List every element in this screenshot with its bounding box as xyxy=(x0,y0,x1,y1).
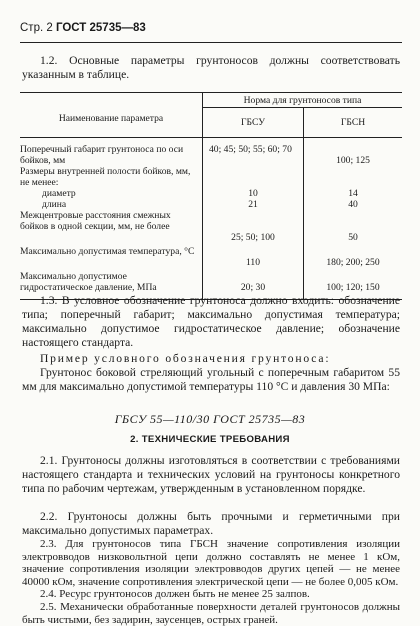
example-text: Грунтонос боковой стреляющий угольный с поперечным габаритом 55 мм для максимально допустимой температуры 110 °С и давления 30 МПа: xyxy=(22,366,400,393)
row-gbsn: 100; 120; 150 xyxy=(304,268,403,300)
row-gbsu: 21 xyxy=(203,199,304,210)
page-header xyxy=(20,22,146,34)
row-gbsn: 180; 200; 250 xyxy=(304,243,403,268)
row-gbsu: 25; 50; 100 xyxy=(203,210,304,243)
paragraph-2-5: 2.5. Механически обработанные поверхности деталей грунтоносов должны быть чистыми, без задирин, заусенцев, острых граней. xyxy=(22,601,400,626)
row-param: Максимально допустимое гидростатическое давление, МПа xyxy=(20,271,157,293)
row-gbsu: 110 xyxy=(203,243,304,268)
page-number: Стр. 2 xyxy=(20,22,53,34)
table-row xyxy=(20,188,402,199)
paragraph-2-1: 2.1. Грунтоносы должны изготовляться в соответствии с требованиями настоящего стандарта и технических условий на грунтоносы конкретного типа по рабочим чертежам, утвержденным в установленном порядке. xyxy=(22,454,400,495)
row-gbsn: 50 xyxy=(304,210,403,243)
row-param: диаметр xyxy=(42,188,76,199)
row-gbsn: 40 xyxy=(304,199,403,210)
paragraph-1-3: 1.3. В условное обозначение грунтоноса должно входить: обозначение типа; поперечный габарит; максимально допустимая температура; максимально допустимое гидростатическое давление; обозначение настоящего стандарта. xyxy=(22,294,400,349)
standard-code: ГОСТ 25735—83 xyxy=(55,22,146,34)
table-row xyxy=(20,210,402,243)
row-param: Межцентровые расстояния смежных бойков в одной секции, мм, не более xyxy=(20,210,171,232)
paragraph-2-2: 2.2. Грунтоносы должны быть прочными и герметичными при максимально допустимых параметрах. xyxy=(22,510,400,537)
header-rule xyxy=(20,42,402,43)
row-gbsu: 10 xyxy=(203,188,304,199)
parameters-table xyxy=(20,92,402,300)
row-gbsu: 20; 30 xyxy=(203,268,304,300)
row-param: длина xyxy=(42,199,67,210)
col-header-parameter: Наименование параметра xyxy=(20,93,203,138)
row-param: Поперечный габарит грунтоноса по оси бойков, мм xyxy=(20,144,184,166)
row-param: Максимально допустимая температура, °С xyxy=(20,246,195,257)
paragraph-1-2: 1.2. Основные параметры грунтоносов должны соответствовать указанным в таблице. xyxy=(22,54,400,81)
col-header-gbsn: ГБСН xyxy=(304,108,403,138)
example-title: Пример условного обозначения грунтоноса: xyxy=(40,352,331,365)
table-row xyxy=(20,243,402,268)
designation-formula: ГБСУ 55—110/30 ГОСТ 25735—83 xyxy=(114,412,306,426)
table-row xyxy=(20,199,402,210)
row-gbsu xyxy=(203,166,304,188)
row-gbsn xyxy=(304,166,403,188)
row-gbsu: 40; 45; 50; 55; 60; 70 xyxy=(203,144,304,166)
col-header-gbsu: ГБСУ xyxy=(203,108,304,138)
row-param: Размеры внутренней полости бойков, мм, не менее: xyxy=(20,166,191,188)
row-gbsn: 100; 125 xyxy=(304,144,403,166)
section-2-title: 2. ТЕХНИЧЕСКИЕ ТРЕБОВАНИЯ xyxy=(130,434,290,445)
row-gbsn: 14 xyxy=(304,188,403,199)
table-row xyxy=(20,166,402,188)
table-row xyxy=(20,144,402,166)
paragraph-2-3: 2.3. Для грунтоносов типа ГБСН значение сопротивления изоляции электровводов низковольтной цепи должно составлять не менее 1 кОм, значение сопротивления изоляции электровводов других цепей — не менее 40000 кОм, значение сопротивления электрической цепи — не более 0,005 кОм. xyxy=(22,538,400,588)
paragraph-2-4: 2.4. Ресурс грунтоносов должен быть не менее 25 залпов. xyxy=(40,588,310,600)
col-header-group: Норма для грунтоносов типа xyxy=(203,93,403,108)
